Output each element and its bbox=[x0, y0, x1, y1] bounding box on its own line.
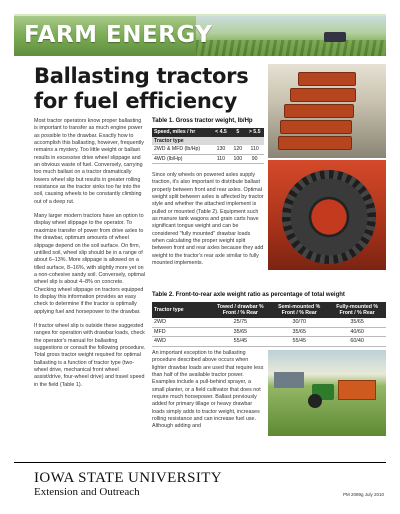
banner-title: FARM ENERGY bbox=[24, 22, 213, 48]
table-cell: 120 bbox=[230, 145, 245, 154]
table-cell: 90 bbox=[245, 154, 264, 164]
table2-header: Tractor type bbox=[152, 302, 211, 318]
table-cell: 55/45 bbox=[211, 337, 271, 347]
table-row bbox=[152, 145, 264, 154]
table2-header-row bbox=[152, 302, 386, 318]
right-column bbox=[152, 118, 264, 274]
table-cell: 35/65 bbox=[211, 327, 271, 337]
paragraph: Since only wheels on powered axles supply traction, it's also important to distribute ballast properly between front and rear axles. Optimal weight split between axles is affected by tractor style and whether the attached implement is pulled or mounted (Table 2). Equipment such as manure tank wagons and grain carts have significant tongue weight and can be considered "fully mounted" drawbar loads when calculating the proper weight split between front and rear axles because they add weight to the tractor's rear axle similar to fully mounted implements. bbox=[152, 172, 264, 267]
weight-plate bbox=[280, 120, 352, 134]
header-banner bbox=[14, 14, 386, 56]
left-column bbox=[34, 118, 146, 396]
table1-header: < 4.5 bbox=[212, 128, 231, 137]
table-cell: 110 bbox=[245, 145, 264, 154]
table2-header: Semi-mounted % Front / % Rear bbox=[270, 302, 328, 318]
page-title: Ballasting tractors for fuel efficiency bbox=[34, 64, 249, 113]
table-cell: 100 bbox=[230, 154, 245, 164]
table-cell: 4WD bbox=[152, 337, 211, 347]
table1-header-row bbox=[152, 128, 264, 137]
weight-plate bbox=[284, 104, 354, 118]
tractor-wheel bbox=[308, 394, 322, 408]
table-cell: 40/60 bbox=[328, 327, 386, 337]
isu-logo bbox=[34, 470, 222, 499]
university-name: IOWA STATE UNIVERSITY bbox=[34, 470, 223, 486]
paragraph: An important exception to the ballasting procedure described above occurs when lighter drawbar loads are used that require less than half of the available tractor power. Examples include a pull-behind sprayer, a small planter, or a field cultivator that does not require much horsepower. Ballast previously added for primary tillage or heavy drawbar loads simply adds to tractor weight, increases rolling resistance and can increase fuel use. Although adding and bbox=[152, 350, 264, 430]
table1-subheader: Tractor type bbox=[152, 137, 264, 146]
ballast-weights-photo bbox=[268, 64, 386, 158]
table-cell: 2WD & MFD (lb/Hp) bbox=[152, 145, 212, 154]
table2-header: Fully-mounted % Front / % Rear bbox=[328, 302, 386, 318]
table-cell: 25/75 bbox=[211, 318, 271, 327]
weight-plate bbox=[298, 72, 356, 86]
footer-divider bbox=[14, 462, 386, 463]
table2-header: Towed / drawbar % Front / % Rear bbox=[211, 302, 271, 318]
table-cell: MFD bbox=[152, 327, 211, 337]
table-cell: 110 bbox=[212, 154, 231, 164]
table1 bbox=[152, 128, 264, 164]
lower-column bbox=[152, 350, 264, 438]
weight-plate bbox=[278, 136, 352, 150]
tractor-field-photo bbox=[268, 350, 386, 436]
paragraph: Most tractor operators know proper ballasting is important to transfer as much engine power as possible to the drawbar. Exactly how to accomplish this ballasting, however, frequently remains a mystery. Too little weight or ballast results in excessive drive wheel slippage and an obvious waste of fuel. Conversely, carrying too much ballast on a tractor dramatically lowers wheel slip but results in greater rolling resistance as the tractor sinks too far into the soil, causing wheels to be constantly climbing out of a deep rut. bbox=[34, 118, 144, 205]
table-row bbox=[152, 337, 386, 347]
table-row bbox=[152, 318, 386, 327]
table1-subheader-row bbox=[152, 137, 264, 146]
table-cell: 35/65 bbox=[328, 318, 386, 327]
table-cell: 55/45 bbox=[270, 337, 328, 347]
table-cell: 30/70 bbox=[270, 318, 328, 327]
paragraph: If tractor wheel slip is outside these suggested ranges for operation with drawbar loads, check the operator's manual for ballasting suggestions or consult the following procedure. Total gross tractor weight required for optimal ballasting is a function of tractor type (two-wheel drive, mechanical front wheel assist/drive, four-wheel drive) and travel speed in the field (Table 1). bbox=[34, 322, 146, 388]
table-row bbox=[152, 327, 386, 337]
tractor-tire-photo bbox=[268, 160, 386, 270]
grain-wagon bbox=[338, 380, 376, 400]
table1-header: > 5.5 bbox=[245, 128, 264, 137]
table2-title: Table 2. Front-to-rear axle weight ratio as percentage of total weight bbox=[152, 292, 345, 298]
table-cell: 60/40 bbox=[328, 337, 386, 347]
paragraph: Many larger modern tractors have an option to display wheel slippage to the operator. To maximize transfer of power from drive axles to the drawbar, optimum amounts of wheel slippage depend on the soil surface. On firm, untilled soil, wheel slip should be in a range of about 6–13%. More slippage is allowed on a tilled surface, 8–16%, with slightly more yet on a non-cohesive sandy soil. Conversely, optimal wheel slip is about 4–8% on concrete. Checking wheel slippage on tractors equipped to display this information provides an easy check to determine if the tractor is optimally applying fuel and horsepower to the drawbar. bbox=[34, 213, 145, 315]
tire-tread bbox=[282, 170, 376, 264]
weight-plate bbox=[290, 88, 356, 102]
table2-section bbox=[152, 292, 386, 347]
table-cell: 35/65 bbox=[270, 327, 328, 337]
table1-header: Speed, miles / hr bbox=[152, 128, 212, 137]
crop-rows bbox=[196, 40, 386, 56]
publication-number: PM 2089g July 2010 bbox=[342, 492, 384, 497]
table-row bbox=[152, 154, 264, 164]
table-cell: 2WD bbox=[152, 318, 211, 327]
table1-title: Table 1. Gross tractor weight, lb/Hp bbox=[152, 118, 253, 124]
barn bbox=[274, 372, 304, 388]
tractor-silhouette bbox=[324, 32, 346, 42]
table-cell: 4WD (lb/Hp) bbox=[152, 154, 212, 164]
table-cell: 130 bbox=[212, 145, 231, 154]
table2 bbox=[152, 302, 386, 347]
extension-unit: Extension and Outreach bbox=[34, 486, 140, 498]
table1-header: 5 bbox=[230, 128, 245, 137]
